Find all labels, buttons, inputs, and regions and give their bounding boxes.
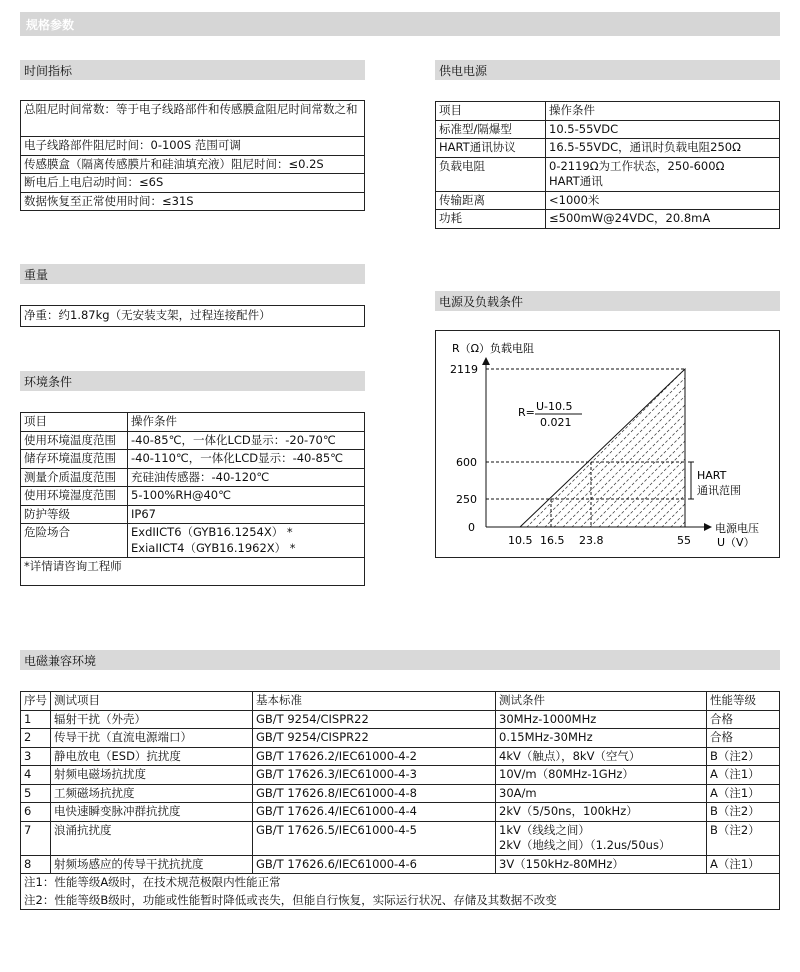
hatch-line [622,361,779,531]
page-title: 规格参数 [26,17,75,32]
table-row: 功耗 ≤500mW@24VDC，20.8mA [436,210,780,229]
table-row [21,784,780,803]
emc-cell: 7 [21,821,51,855]
hatch-line [676,361,779,531]
hatch-line [640,361,779,531]
table-row [21,821,780,855]
emc-cell: 电快速瞬变脉冲群抗扰度 [51,803,253,822]
formula-denominator: 0.021 [540,416,572,429]
emc-cell: 合格 [707,729,780,748]
hatch-line [595,361,765,531]
formula-numerator: U-10.5 [536,400,573,413]
operating-region-hatch [496,361,779,531]
time-row: 总阻尼时间常数：等于电子线路部件和传感膜盒阻尼时间常数之和 [21,101,365,137]
emc-cell: A（注1） [707,855,780,874]
hatch-line [685,361,779,531]
hatch-line [694,361,779,531]
hatch-line [577,361,747,531]
env-table [20,412,365,586]
load-header: 电源及负载条件 [435,291,780,311]
emc-cell: 6 [21,803,51,822]
hatch-line [523,361,693,531]
emc-cell: 1kV（线线之间） 2kV（地线之间）（1.2us/50us） [496,821,707,855]
table-row: 项目 操作条件 [21,413,365,432]
emc-cell: GB/T 17626.4/IEC61000-4-4 [253,803,496,822]
emc-cell: 辐射干扰（外壳） [51,710,253,729]
table-row: 储存环境温度范围 -40-110℃，一体化LCD显示：-40-85℃ [21,450,365,469]
table-row [21,137,365,156]
power-table [435,101,780,229]
emc-cell: GB/T 17626.6/IEC61000-4-6 [253,855,496,874]
hatch-line [514,361,684,531]
hart-label-1: HART [697,469,727,482]
env-header: 环境条件 [20,371,365,391]
hatch-line [649,361,779,531]
table-row [21,766,780,785]
emc-cell: 30A/m [496,784,707,803]
table-row: 测量介质温度范围 充硅油传感器：-40-120℃ [21,468,365,487]
y-tick-2119: 2119 [450,363,478,376]
hatch-line [604,361,774,531]
emc-cell: B（注2） [707,803,780,822]
y-tick-250: 250 [456,493,477,506]
table-row: 负载电阻 0-2119Ω为工作状态，250-600Ω HART通讯 [436,157,780,191]
weight-header: 重量 [20,264,365,284]
emc-cell: 静电放电（ESD）抗扰度 [51,747,253,766]
emc-cell: GB/T 17626.8/IEC61000-4-8 [253,784,496,803]
emc-cell: 5 [21,784,51,803]
page-title-bar [20,12,780,36]
emc-cell: 0.15MHz-30MHz [496,729,707,748]
emc-cell: 2 [21,729,51,748]
emc-cell: A（注1） [707,766,780,785]
table-row [21,192,365,211]
table-row [21,803,780,822]
hatch-line [505,361,675,531]
emc-cell: GB/T 9254/CISPR22 [253,710,496,729]
emc-cell: GB/T 17626.2/IEC61000-4-2 [253,747,496,766]
load-chart-frame [435,330,780,558]
table-row [21,729,780,748]
emc-note2: 注2：性能等级B级时，功能或性能暂时降低或丧失，但能自行恢复，实际运行状况、存储及其数据不改变 [21,892,780,910]
table-row: 使用环境湿度范围 5-100%RH@40℃ [21,487,365,506]
emc-cell: 合格 [707,710,780,729]
emc-cell: 3 [21,747,51,766]
emc-cell: 4kV（触点），8kV（空气） [496,747,707,766]
x-tick-16.5: 16.5 [540,534,565,547]
hatch-line [496,361,666,531]
table-row [21,892,780,910]
power-header: 供电电源 [435,60,780,80]
y-tick-0: 0 [468,521,475,534]
table-row: 传输距离 <1000米 [436,191,780,210]
emc-cell: 4 [21,766,51,785]
table-row [21,747,780,766]
x-axis-label-2: U（V） [717,536,755,549]
hatch-line [586,361,756,531]
table-row: 防护等级 IP67 [21,505,365,524]
emc-cell: 30MHz-1000MHz [496,710,707,729]
emc-cell: 10V/m（80MHz-1GHz） [496,766,707,785]
table-row [21,874,780,892]
table-row [21,855,780,874]
time-table [20,100,365,211]
emc-cell: B（注2） [707,821,780,855]
table-row: 序号 测试项目 基本标准 测试条件 性能等级 [21,692,780,711]
emc-cell: 射频场感应的传导干扰抗扰度 [51,855,253,874]
emc-cell: 工频磁场抗扰度 [51,784,253,803]
time-row: 数据恢复至正常使用时间：≤31S [21,192,365,211]
table-row [21,155,365,174]
table-row: 项目 操作条件 [436,102,780,121]
emc-note1: 注1：性能等级A级时，在技术规范极限内性能正常 [21,874,780,892]
table-row [21,558,365,586]
formula-lhs: R= [518,406,535,419]
emc-cell: GB/T 9254/CISPR22 [253,729,496,748]
x-tick-23.8: 23.8 [579,534,604,547]
emc-cell: 射频电磁场抗扰度 [51,766,253,785]
emc-header: 电磁兼容环境 [20,650,780,670]
time-row: 断电后上电启动时间：≤6S [21,174,365,193]
emc-cell: 3V（150kHz-80MHz） [496,855,707,874]
emc-cell: A（注1） [707,784,780,803]
x-tick-10.5: 10.5 [508,534,533,547]
time-row: 电子线路部件阻尼时间：0-100S 范围可调 [21,137,365,156]
emc-cell: B（注2） [707,747,780,766]
emc-table [20,691,780,910]
table-row: 使用环境温度范围 -40-85℃，一体化LCD显示：-20-70℃ [21,431,365,450]
env-note: *详情请咨询工程师 [21,558,365,586]
table-row [21,174,365,193]
emc-cell: GB/T 17626.3/IEC61000-4-3 [253,766,496,785]
y-tick-600: 600 [456,456,477,469]
x-tick-55: 55 [677,534,691,547]
weight-text: 净重：约1.87kg（无安装支架，过程连接配件） [20,305,365,327]
hatch-line [568,361,738,531]
table-row: HART通讯协议 16.5-55VDC，通讯时负载电阻250Ω [436,139,780,158]
emc-cell: 1 [21,710,51,729]
emc-cell: 8 [21,855,51,874]
y-axis-label: R（Ω）负载电阻 [452,342,535,355]
load-chart [436,331,779,557]
hatch-line [658,361,779,531]
emc-cell: 浪涌抗扰度 [51,821,253,855]
hatch-line [532,361,702,531]
table-row: 标准型/隔爆型 10.5-55VDC [436,120,780,139]
hart-label-2: 通讯范围 [697,484,741,497]
table-row [21,710,780,729]
hatch-line [550,361,720,531]
table-row [21,101,365,137]
emc-cell: 传导干扰（直流电源端口） [51,729,253,748]
hatch-line [559,361,729,531]
emc-cell: GB/T 17626.5/IEC61000-4-5 [253,821,496,855]
hatch-line [613,361,779,531]
table-row: 危险场合 ExdIICT6（GYB16.1254X） * ExiaIICT4（GYB16.1962X） * [21,524,365,558]
time-header: 时间指标 [20,60,365,80]
emc-cell: 2kV（5/50ns，100kHz） [496,803,707,822]
time-row: 传感膜盒（隔离传感膜片和硅油填充液）阻尼时间：≤0.2S [21,155,365,174]
x-axis-label-1: 电源电压 [715,522,759,535]
